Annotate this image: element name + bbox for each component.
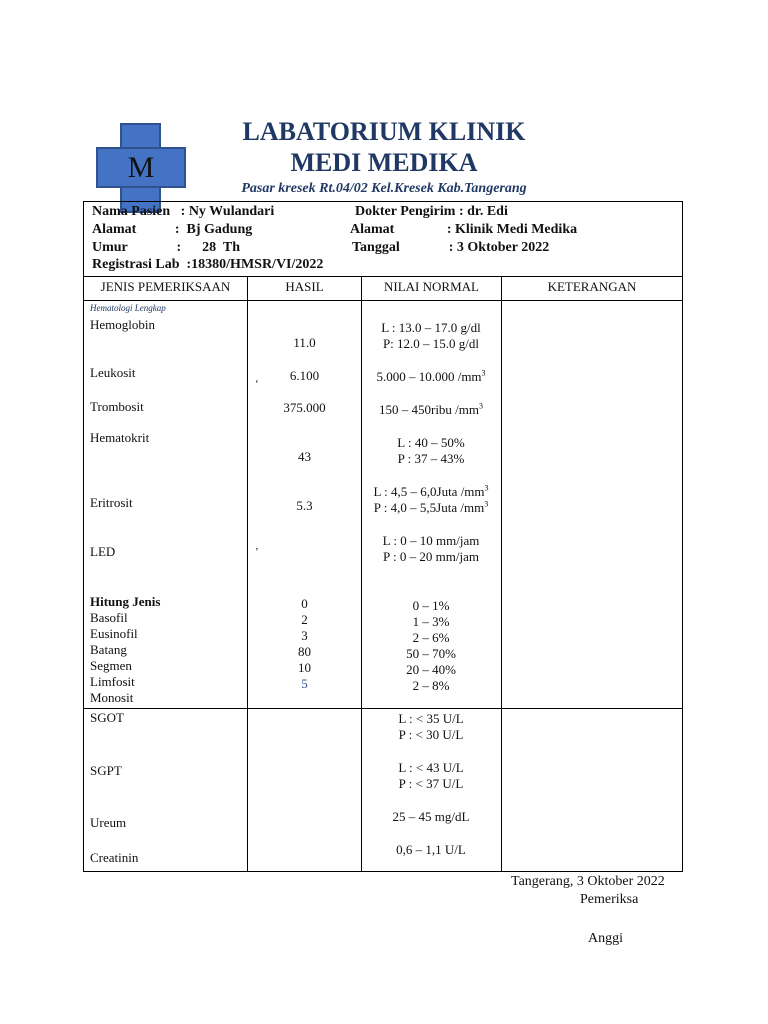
normal-value: P : < 30 U/L: [398, 727, 464, 742]
test-name: LED: [90, 544, 116, 559]
logo-letter: M: [127, 151, 155, 184]
hitung-jenis-label: Hitung Jenis: [90, 594, 161, 609]
normal-value: P : < 37 U/L: [398, 776, 464, 791]
test-result: 43: [298, 449, 311, 464]
normal-value: 1 – 3%: [412, 614, 450, 629]
patient-address: Alamat : Bj Gadung: [92, 222, 253, 237]
referring-doctor: Dokter Pengirim : dr. Edi: [355, 204, 508, 219]
normal-value: 25 – 45 mg/dL: [392, 809, 470, 824]
header-keterangan: KETERANGAN: [547, 279, 637, 294]
patient-age: Umur : 28 Th: [92, 240, 241, 255]
test-result: 5: [301, 676, 308, 691]
header-jenis: JENIS PEMERIKSAAN: [100, 279, 231, 294]
test-name: SGOT: [90, 710, 124, 725]
test-result: 11.0: [293, 335, 316, 350]
normal-value: L : 4,5 – 6,0Juta $/mm^3$: [373, 483, 489, 499]
test-name: Monosit: [90, 690, 134, 705]
patient-info-box: [83, 201, 683, 277]
signature-name: Anggi: [588, 931, 623, 946]
header-nilai-normal: NILAI NORMAL: [384, 279, 479, 294]
normal-value: 50 – 70%: [406, 646, 456, 661]
normal-value: 150 – 450ribu $/mm^3$: [378, 401, 484, 417]
section-hematologi: Hematologi Lengkap: [90, 303, 166, 313]
test-result: 10: [298, 660, 311, 675]
test-name: Limfosit: [90, 674, 135, 689]
doctor-address: Alamat : Klinik Medi Medika: [350, 222, 578, 237]
normal-value: P : 0 – 20 mm/jam: [383, 549, 479, 564]
signature-place-date: Tangerang, 3 Oktober 2022: [511, 874, 665, 889]
patient-name: Nama Pasien : Ny Wulandari: [92, 204, 275, 219]
test-result: 2: [301, 612, 308, 627]
lab-registration: Registrasi Lab :18380/HMSR/VI/2022: [92, 257, 324, 272]
test-result: 0: [301, 596, 308, 611]
header-hasil: HASIL: [285, 279, 324, 294]
normal-value: 20 – 40%: [406, 662, 456, 677]
normal-value: P : 4,0 – 5,5Juta $/mm^3$: [373, 499, 489, 515]
test-name: Segmen: [90, 658, 132, 673]
normal-value: 2 – 8%: [412, 678, 450, 693]
stray-mark: ’: [255, 546, 259, 558]
normal-value: L : 40 – 50%: [397, 435, 465, 450]
test-name: Trombosit: [90, 399, 144, 414]
test-name: Creatinin: [90, 850, 139, 865]
test-name: Batang: [90, 642, 127, 657]
test-name: Ureum: [90, 815, 127, 830]
normal-value: L : 0 – 10 mm/jam: [382, 533, 480, 548]
test-result: 80: [298, 644, 311, 659]
normal-value: 2 – 6%: [412, 630, 450, 645]
test-name: Eritrosit: [90, 495, 133, 510]
test-result: 5.3: [296, 498, 313, 513]
test-name: SGPT: [90, 763, 122, 778]
normal-value: P : 37 – 43%: [397, 451, 465, 466]
signature-role: Pemeriksa: [580, 892, 639, 907]
normal-value: 0 – 1%: [412, 598, 450, 613]
stray-mark: ‘: [255, 378, 259, 390]
normal-value: 0,6 – 1,1 U/L: [396, 842, 466, 857]
normal-value: L : < 43 U/L: [398, 760, 464, 775]
test-name: Eusinofil: [90, 626, 138, 641]
test-name: Leukosit: [90, 365, 136, 380]
test-name: Basofil: [90, 610, 128, 625]
clinic-address: Pasar kresek Rt.04/02 Kel.Kresek Kab.Tangerang: [241, 181, 527, 196]
test-result: 6.100: [289, 368, 320, 383]
test-result: 3: [301, 628, 308, 643]
normal-value: L : 13.0 – 17.0 g/dl: [381, 320, 481, 335]
test-name: Hemoglobin: [90, 317, 155, 332]
normal-value: 5.000 – 10.000 $/mm^3$: [376, 368, 486, 384]
clinic-title-line1: LABATORIUM KLINIK: [242, 117, 526, 146]
normal-value: P: 12.0 – 15.0 g/dl: [382, 336, 480, 351]
results-table: [83, 276, 683, 872]
test-result: 375.000: [283, 400, 326, 415]
test-name: Hematokrit: [90, 430, 150, 445]
clinic-title-line2: MEDI MEDIKA: [290, 148, 478, 177]
normal-value: L : < 35 U/L: [398, 711, 464, 726]
exam-date: Tanggal : 3 Oktober 2022: [352, 240, 550, 255]
